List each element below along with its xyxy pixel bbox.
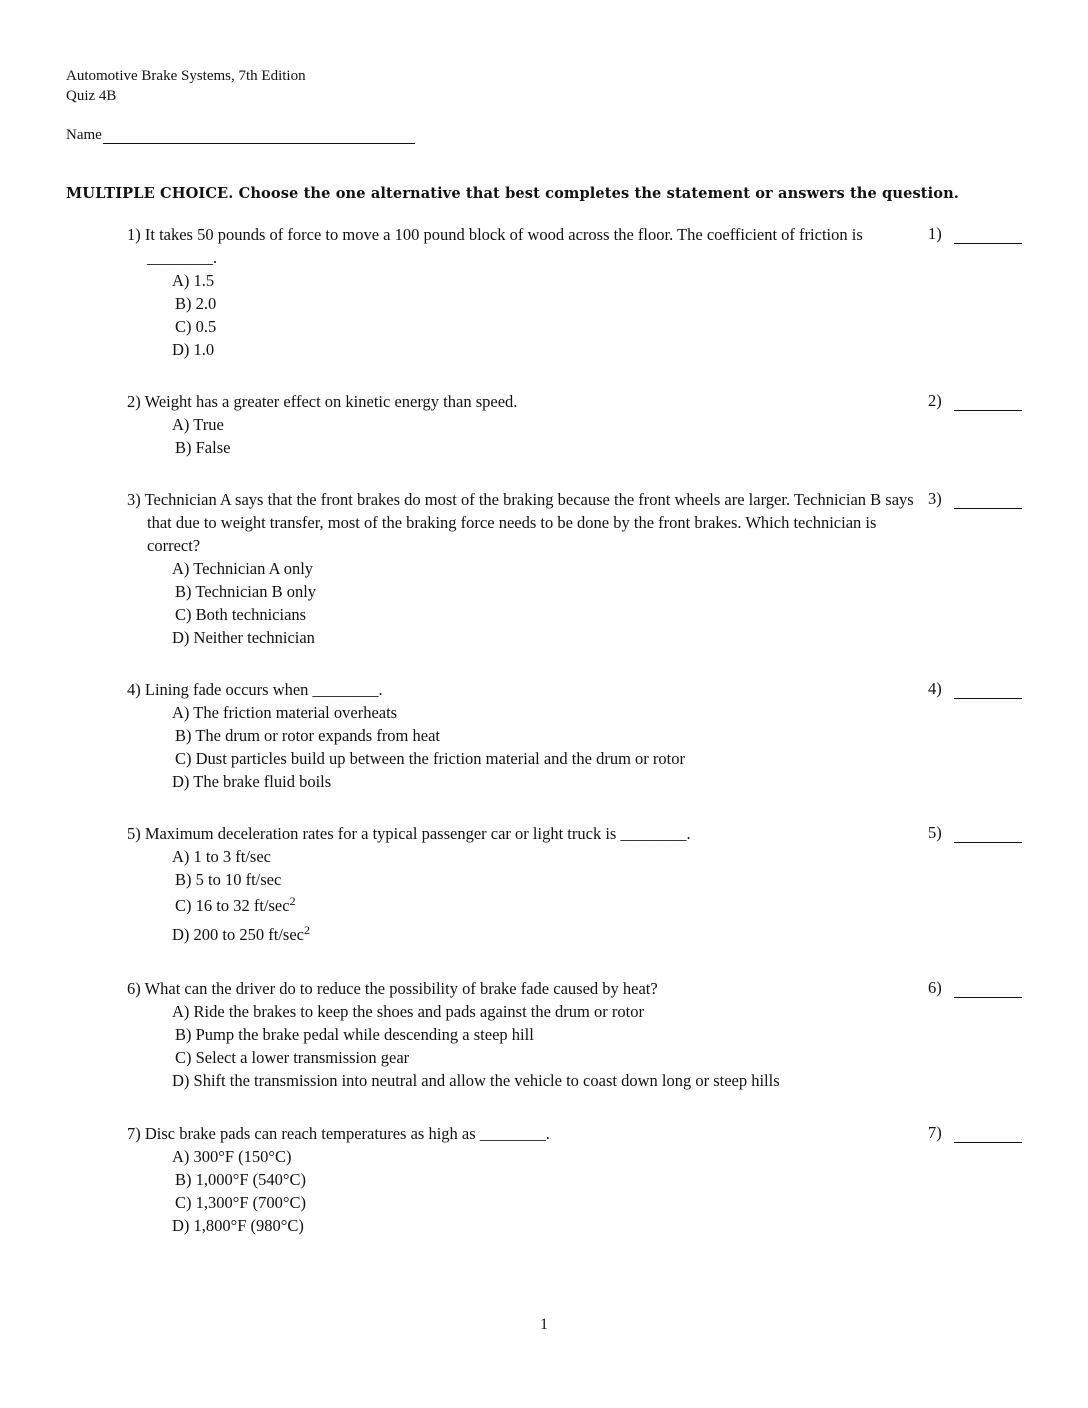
option-a: A) 1.5 [172,271,215,290]
course-title: Automotive Brake Systems, 7th Edition [66,68,306,84]
question-1 [127,223,917,361]
option-list [127,557,917,649]
name-field [66,125,415,144]
answer-number: 3) [928,489,942,508]
question-stem: 5) Maximum deceleration rates for a typical passenger car or light truck is ________. [127,824,691,843]
answer-blank[interactable] [954,682,1022,699]
answer-number: 6) [928,978,942,997]
answer-blank[interactable] [954,227,1022,244]
answer-slot-5 [928,823,1022,843]
option-b: B) 5 to 10 ft/sec [175,870,282,889]
option-c: C) Both technicians [175,605,307,624]
question-6 [127,977,927,1092]
answer-blank[interactable] [954,492,1022,509]
answer-number: 7) [928,1123,942,1142]
answer-blank[interactable] [954,826,1022,843]
option-a: A) The friction material overheats [172,703,398,722]
option-c-text: C) 16 to 32 ft/sec [175,896,290,915]
superscript: 2 [303,923,310,937]
option-a: A) 1 to 3 ft/sec [172,847,271,866]
quiz-title: Quiz 4B [66,88,117,104]
answer-slot-6 [928,978,1022,998]
option-d [172,920,917,949]
answer-number: 5) [928,823,942,842]
option-c [172,891,917,920]
question-5 [127,822,917,949]
option-list [127,701,917,793]
answer-blank[interactable] [954,1126,1022,1143]
option-b: B) False [175,438,231,457]
option-a: A) Technician A only [172,559,314,578]
question-stem: 2) Weight has a greater effect on kinetic energy than speed. [127,392,518,411]
option-d-text: D) 200 to 250 ft/sec [172,925,304,944]
option-a: A) True [172,415,224,434]
option-d: D) 1.0 [172,340,215,359]
question-stem: 1) It takes 50 pounds of force to move a 100 pound block of wood across the floor. The coefficient of friction is ________. [127,225,863,267]
option-c: C) 1,300°F (700°C) [175,1193,306,1212]
option-d: D) Neither technician [172,628,315,647]
name-blank-line[interactable] [103,125,415,144]
superscript: 2 [289,894,296,908]
page-number: 1 [540,1316,548,1333]
question-7 [127,1122,917,1237]
answer-blank[interactable] [954,981,1022,998]
option-list [127,845,917,949]
option-c: C) Dust particles build up between the friction material and the drum or rotor [175,749,685,768]
question-3 [127,488,917,649]
option-list [127,269,917,361]
option-c: C) Select a lower transmission gear [175,1048,410,1067]
option-a: A) Ride the brakes to keep the shoes and pads against the drum or rotor [172,1002,644,1021]
option-list [127,413,917,459]
question-stem: 3) Technician A says that the front brakes do most of the braking because the front wheels are larger. Technician B says that due to weight transfer, most of the braking force needs to be done by the front brakes. Which technician is correct? [127,490,914,555]
option-d: D) The brake fluid boils [172,772,332,791]
answer-number: 2) [928,391,942,410]
answer-number: 1) [928,224,942,243]
option-list [127,1145,917,1237]
option-b: B) Technician B only [175,582,317,601]
option-a: A) 300°F (150°C) [172,1147,292,1166]
document-header [66,66,306,106]
answer-blank[interactable] [954,394,1022,411]
option-b: B) 2.0 [175,294,217,313]
question-2 [127,390,917,459]
option-b: B) 1,000°F (540°C) [175,1170,306,1189]
option-b: B) The drum or rotor expands from heat [175,726,440,745]
answer-slot-1 [928,224,1022,244]
question-4 [127,678,917,793]
option-list [127,1000,927,1092]
answer-slot-7 [928,1123,1022,1143]
option-b: B) Pump the brake pedal while descending a steep hill [175,1025,534,1044]
question-stem: 4) Lining fade occurs when ________. [127,680,383,699]
answer-slot-4 [928,679,1022,699]
answer-number: 4) [928,679,942,698]
question-stem: 7) Disc brake pads can reach temperatures as high as ________. [127,1124,550,1143]
instructions: MULTIPLE CHOICE. Choose the one alternative that best completes the statement or answers the question. [66,185,959,202]
answer-slot-2 [928,391,1022,411]
question-stem: 6) What can the driver do to reduce the possibility of brake fade caused by heat? [127,979,658,998]
option-c: C) 0.5 [175,317,217,336]
option-d: D) Shift the transmission into neutral and allow the vehicle to coast down long or steep hills [172,1071,780,1090]
name-label: Name [66,127,102,143]
answer-slot-3 [928,489,1022,509]
option-d: D) 1,800°F (980°C) [172,1216,304,1235]
